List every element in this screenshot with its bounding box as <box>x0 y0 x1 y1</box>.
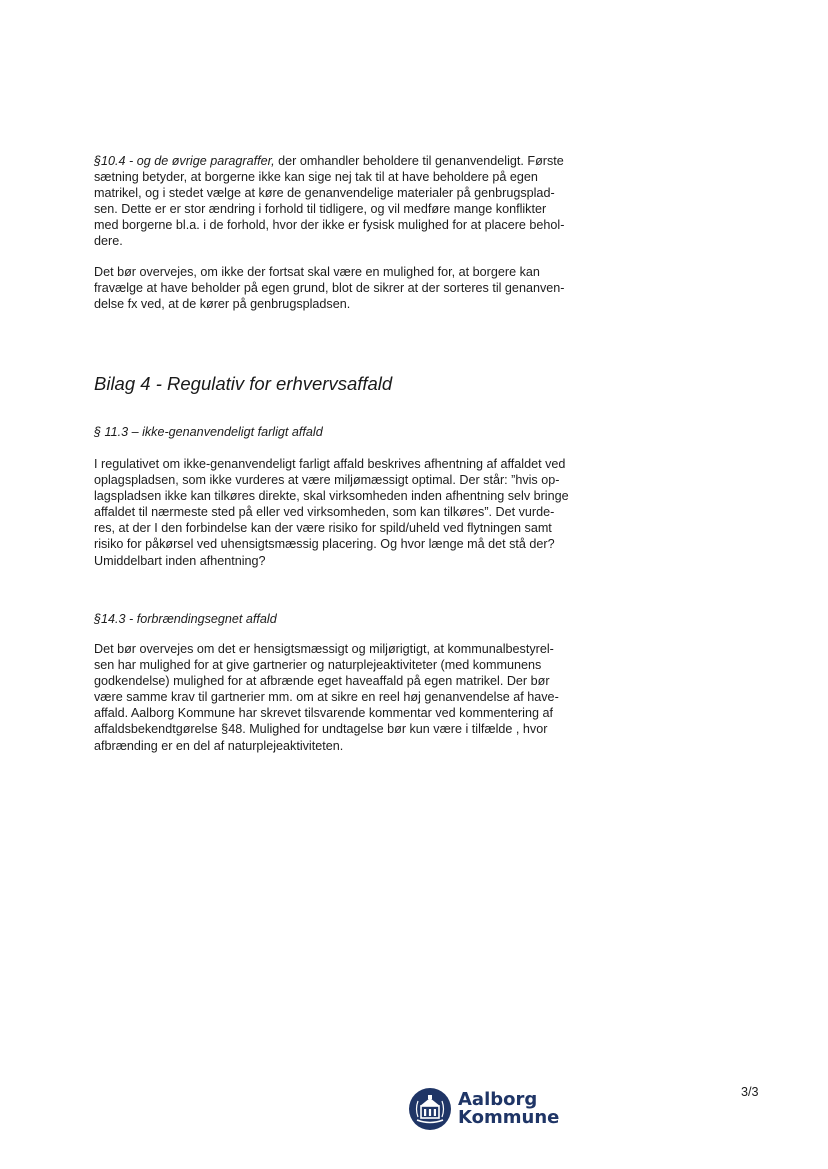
text-line: sen har mulighed for at give gartnerier og naturplejeaktiviteter (med kommunens <box>94 658 542 673</box>
text-line: delse fx ved, at de kører på genbrugspladsen. <box>94 297 351 312</box>
text-line: afbrænding er en del af naturplejeaktiviteten. <box>94 738 344 753</box>
text-line: med borgerne bl.a. i de forhold, hvor der ikke er fysisk mulighed for at placere behol- <box>94 218 565 233</box>
paragraph-section-11-3 <box>94 456 634 569</box>
section-10-4-lead: §10.4 - og de øvrige paragraffer, <box>94 154 275 168</box>
text-line: matrikel, og i stedet vælge at køre de genanvendelige materialer på genbrugsplad- <box>94 186 555 201</box>
text-line: Det bør overvejes, om ikke der fortsat skal være en mulighed for, at borgere kan <box>94 265 540 279</box>
text-line: risiko for påkørsel ved uhensigtsmæssig placering. Og hvor længe må det stå der? <box>94 537 555 552</box>
text-line: affald. Aalborg Kommune har skrevet tilsvarende kommentar ved kommentering af <box>94 706 553 721</box>
text-line: sætning betyder, at borgerne ikke kan sige nej tak til at have beholdere på egen <box>94 170 538 185</box>
bilag-heading: Bilag 4 - Regulativ for erhvervsaffald <box>94 373 393 394</box>
logo-text-aalborg: Aalborg <box>458 1089 538 1110</box>
text-line: godkendelse) mulighed for at afbrænde eget haveaffald på egen matrikel. Der bør <box>94 674 550 689</box>
text-line: lagspladsen ikke kan tilkøres direkte, skal virksomheden inden afhentning selv bringe <box>94 489 569 504</box>
text-line: der omhandler beholdere til genanvendeligt. Første <box>274 154 564 168</box>
aalborg-crest-icon <box>408 1087 452 1131</box>
text-line: Det bør overvejes om det er hensigtsmæssigt og miljørigtigt, at kommunalbestyrel- <box>94 642 554 656</box>
text-line: I regulativet om ikke-genanvendeligt farligt affald beskrives afhentning af affaldet ved <box>94 457 566 471</box>
paragraph-section-14-3 <box>94 641 634 754</box>
paragraph-overvejes-beholder <box>94 264 634 312</box>
section-11-3-heading: § 11.3 – ikke-genanvendeligt farligt affald <box>94 425 323 439</box>
text-line: være samme krav til gartnerier mm. om at sikre en reel høj genanvendelse af have- <box>94 690 559 705</box>
section-14-3-heading: §14.3 - forbrændingsegnet affald <box>94 612 277 626</box>
logo-text-kommune: Kommune <box>458 1107 560 1128</box>
paragraph-section-10-4 <box>94 153 634 250</box>
text-line: Umiddelbart inden afhentning? <box>94 553 266 568</box>
text-line: affaldsbekendtgørelse §48. Mulighed for undtagelse bør kun være i tilfælde , hvor <box>94 722 548 737</box>
text-line: res, at der I den forbindelse kan der være risiko for spild/uheld ved flytningen samt <box>94 521 552 536</box>
text-line: fravælge at have beholder på egen grund, blot de sikrer at der sorteres til genanven- <box>94 281 565 296</box>
text-line: dere. <box>94 234 123 249</box>
text-line: oplagspladsen, som ikke vurderes at være miljømæssigt optimal. Der står: ”hvis op- <box>94 473 560 488</box>
page-number: 3/3 <box>741 1085 759 1099</box>
text-line: sen. Dette er er stor ændring i forhold til tidligere, og vil medføre mange konflikter <box>94 202 547 217</box>
aalborg-kommune-logo <box>408 1087 559 1131</box>
text-line: affaldet til nærmeste sted på eller ved virksomheden, som kan tilkøres”. Det vurde- <box>94 505 555 520</box>
